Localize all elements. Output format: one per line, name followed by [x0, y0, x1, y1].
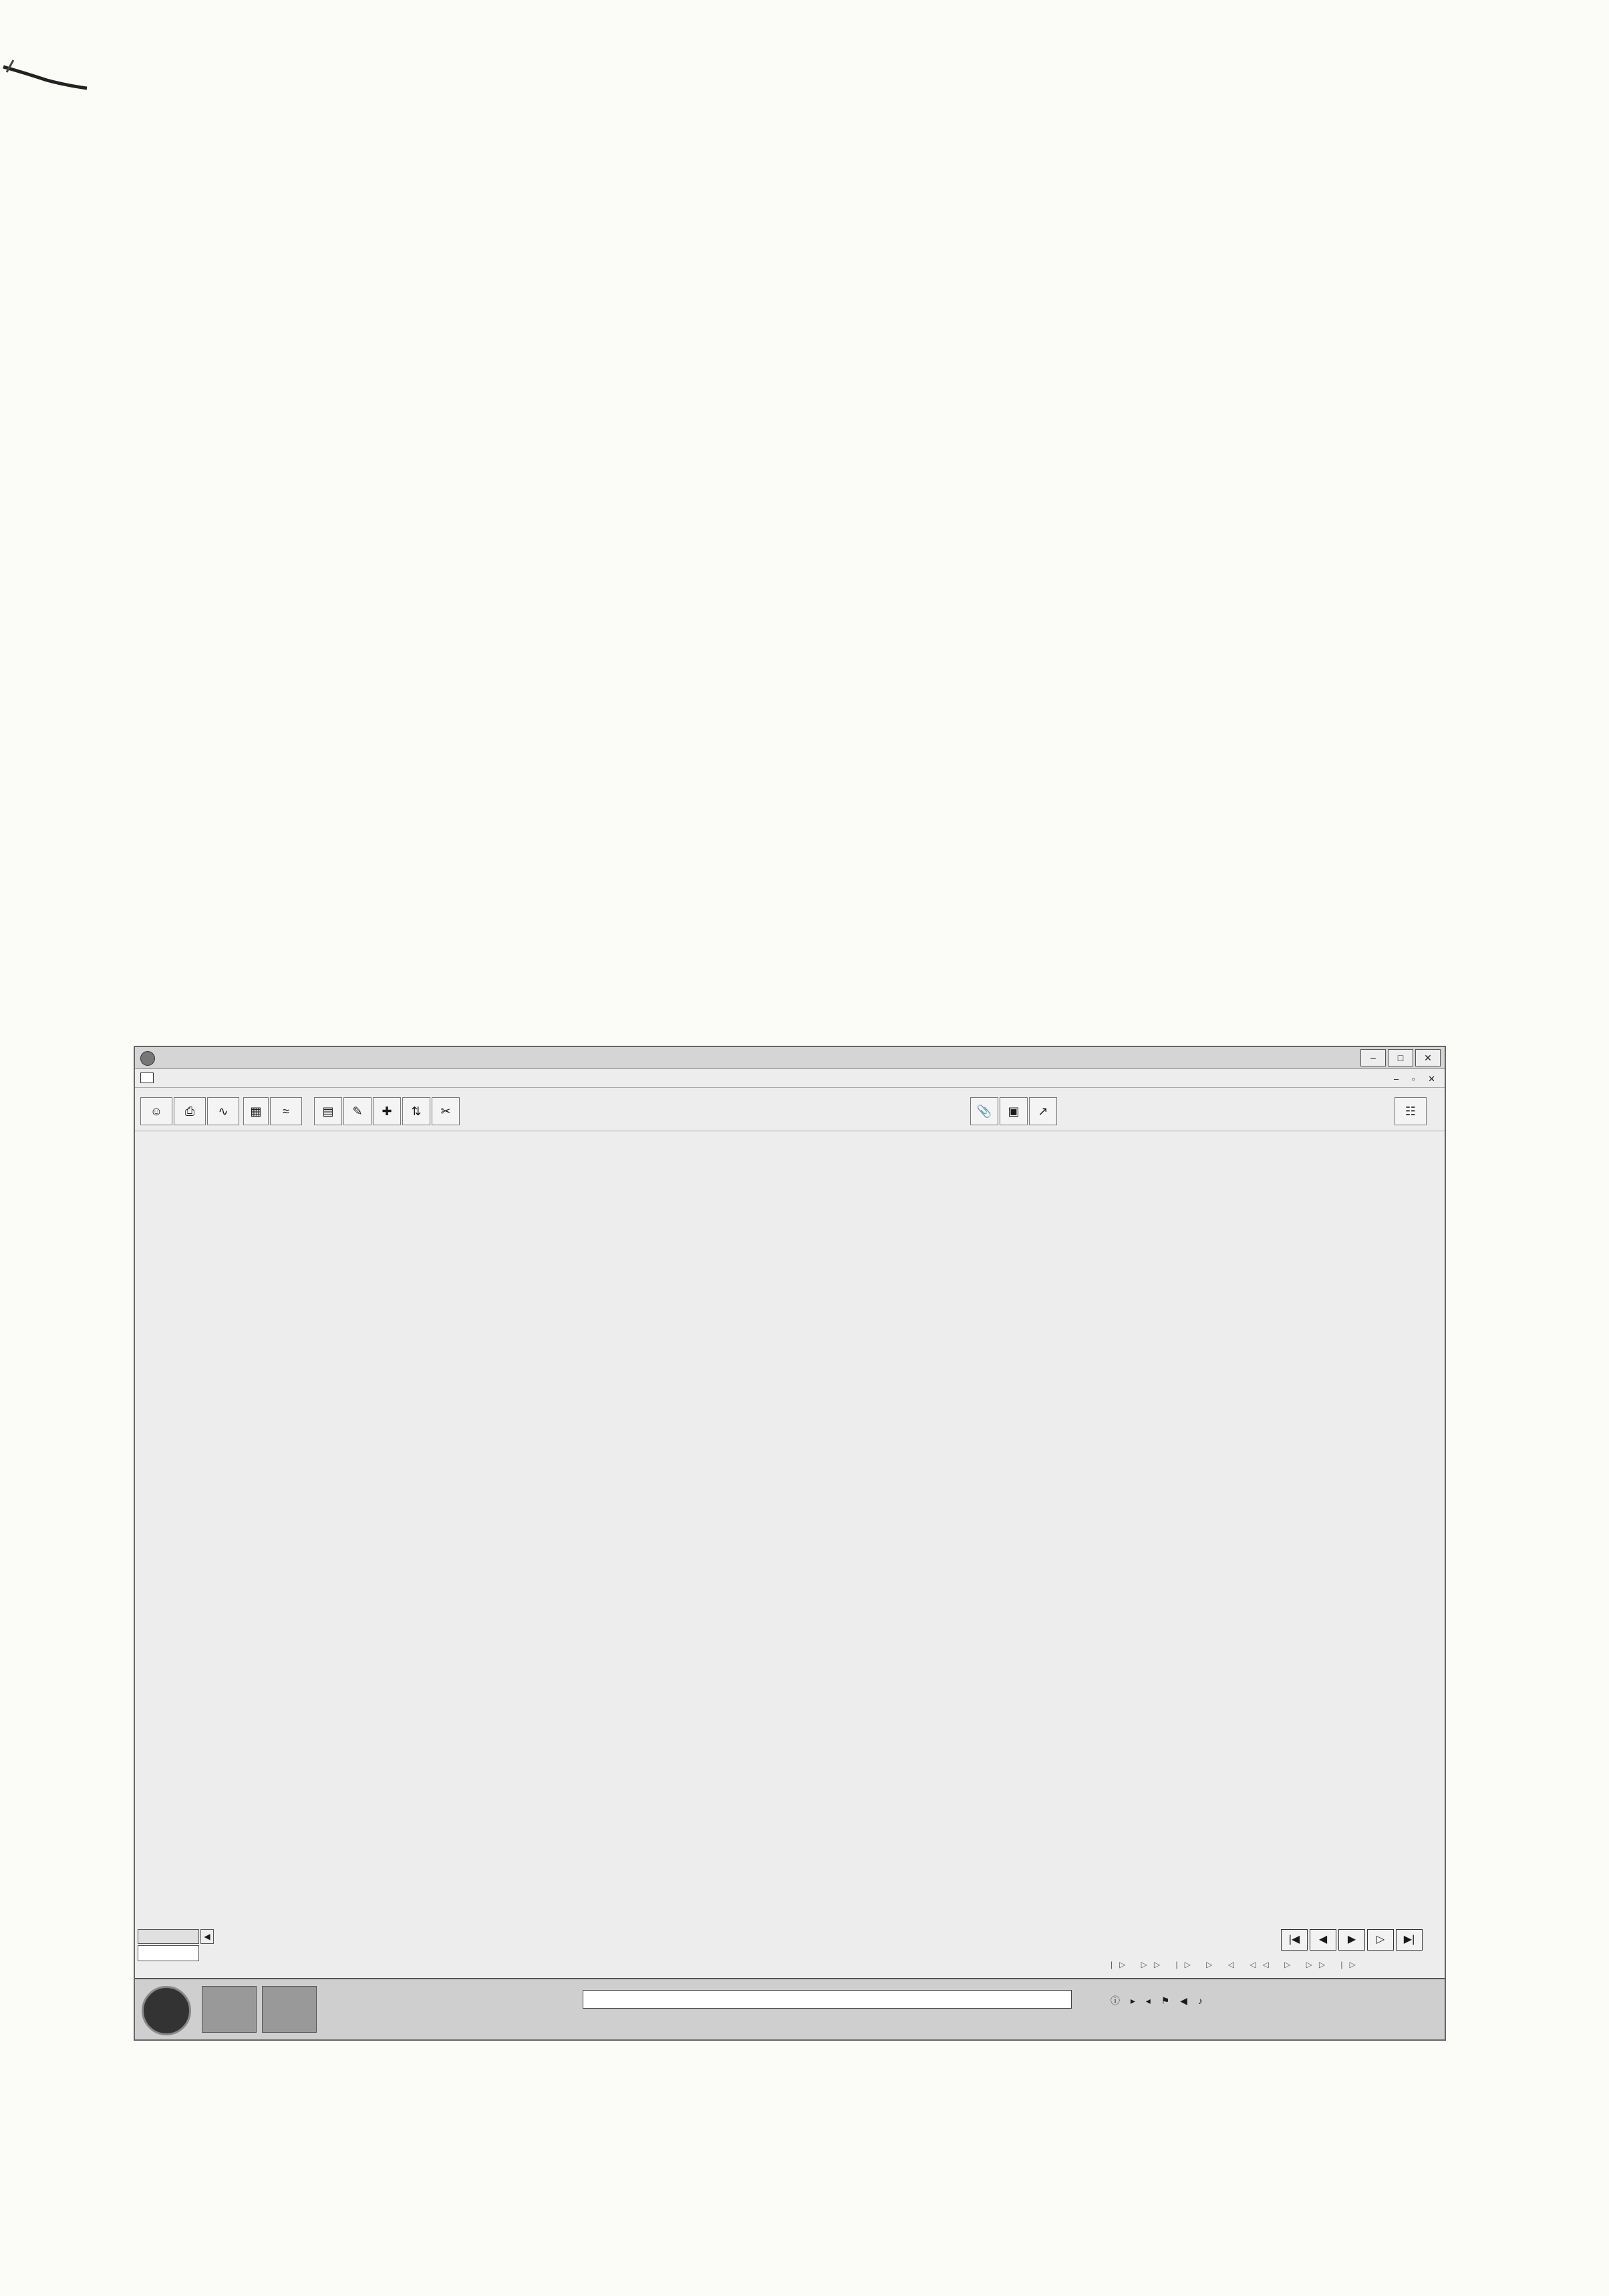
wave-icon[interactable]: ≈	[270, 1097, 302, 1125]
chart-icon[interactable]: ▤	[314, 1097, 342, 1125]
clip-icon[interactable]: 📎	[970, 1097, 998, 1125]
task-eeg-icon[interactable]	[262, 1986, 317, 2033]
toolbar	[135, 1087, 1445, 1131]
next-page-icon[interactable]: ▶	[1338, 1929, 1365, 1951]
nav-buttons	[1281, 1929, 1423, 1951]
playback-controls[interactable]: |▷ ▷▷ |▷ ▷ ◁ ◁◁ ▷ ▷▷ |▷	[1111, 1960, 1362, 1969]
person-icon[interactable]: ☺	[140, 1097, 172, 1125]
last-page-icon[interactable]: ▶|	[1396, 1929, 1423, 1951]
prev-page-icon[interactable]: ◀	[1310, 1929, 1336, 1951]
export-icon[interactable]: ↗	[1029, 1097, 1057, 1125]
minimize-button[interactable]: –	[1360, 1049, 1386, 1066]
exam-date-row	[120, 491, 160, 534]
print-icon[interactable]: ⎙	[174, 1097, 206, 1125]
bottom-panel	[135, 1913, 1445, 1973]
collapse-arrow-icon[interactable]: ◀	[200, 1929, 214, 1944]
measure-icon[interactable]: ⇅	[402, 1097, 430, 1125]
menu-bar	[135, 1069, 1445, 1087]
annotate-icon[interactable]: ✎	[343, 1097, 372, 1125]
address-input[interactable]	[583, 1990, 1072, 2009]
eeg-trace-area[interactable]	[135, 1131, 1442, 1912]
mdi-controls[interactable]: – ▫ ✕	[1394, 1074, 1441, 1084]
first-page-icon[interactable]: |◀	[1281, 1929, 1308, 1951]
monitor-icon[interactable]: ▣	[1000, 1097, 1028, 1125]
window-controls	[1360, 1049, 1441, 1066]
task-app-icon[interactable]	[202, 1986, 257, 2033]
time-readout	[138, 1945, 199, 1961]
document-icon	[140, 1072, 154, 1083]
grid-icon[interactable]: ▦	[243, 1097, 269, 1125]
pulse-icon[interactable]: ∿	[207, 1097, 239, 1125]
window-titlebar	[135, 1047, 1445, 1069]
scan-mark	[0, 40, 100, 107]
scissors-icon[interactable]: ✂	[432, 1097, 460, 1125]
start-button[interactable]	[142, 1986, 191, 2035]
maximize-button[interactable]: □	[1388, 1049, 1413, 1066]
close-button[interactable]: ✕	[1415, 1049, 1441, 1066]
eeg-screenshot	[134, 1046, 1446, 2041]
taskbar	[135, 1978, 1445, 2039]
side-bar-button[interactable]	[138, 1929, 199, 1944]
system-tray: ⓘ ▸ ◂ ⚑ ◀ ♪	[1111, 1995, 1207, 2006]
play-icon[interactable]: ▷	[1367, 1929, 1394, 1951]
app-icon	[140, 1051, 155, 1066]
book-icon[interactable]: ☷	[1395, 1097, 1427, 1125]
cursor-icon[interactable]: ✚	[373, 1097, 401, 1125]
